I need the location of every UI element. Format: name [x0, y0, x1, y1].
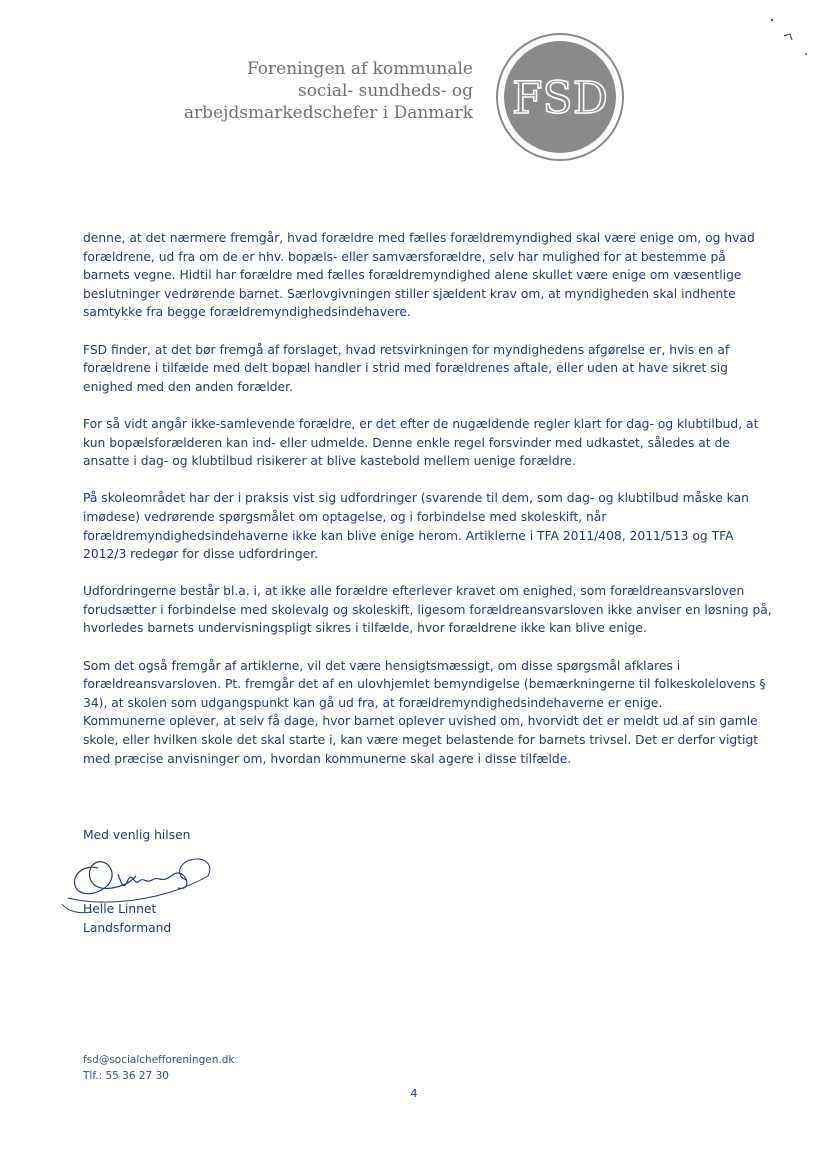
logo-text: FSD	[512, 73, 608, 124]
footer-email: fsd@socialchefforeningen.dk	[83, 1054, 235, 1066]
signer-name: Helle Linnet	[83, 902, 157, 916]
org-name-line-2: social- sundheds- og	[297, 81, 473, 101]
letter-body	[83, 229, 773, 787]
footer-phone: Tlf.: 55 36 27 30	[83, 1070, 169, 1082]
paragraph-6: Som det også fremgår af artiklerne, vil det være hensigtsmæssigt, om disse spørgsmål afklares i forældreansvarsloven. Pt. fremgår det af en ulovhjemlet bemyndigelse (bemærkningerne til folkeskolelovens § 34), at skolen som udgangspunkt kan gå ud fra, at forældremyndighedsindehaverne er enige.	[83, 658, 766, 710]
org-name-line-3: arbejdsmarkedschefer i Danmark	[183, 103, 473, 123]
paragraph-4: På skoleområdet har der i praksis vist sig udfordringer (svarende til dem, som dag- og klubtilbud måske kan imødese) vedrørende spørgsmålet om optagelse, og i forbindelse med skoleskift, når forældremyndighedsindehaverne ikke kan blive enige herom. Artiklerne i TFA 2011/408, 2011/513 og TFA 2012/3 redegør for disse udfordringer.	[83, 491, 749, 562]
signer-title: Landsformand	[83, 921, 172, 935]
fsd-logo	[495, 32, 625, 162]
org-name-line-1: Foreningen af kommunale	[246, 59, 473, 79]
paragraph-3: For så vidt angår ikke-samlevende forældre, er det efter de nugældende regler klart for dag- og klubtilbud, at kun bopælsforælderen kan ind- eller udmelde. Denne enkle regel forsvinder med udkastet, således at de ansatte i dag- og klubtilbud risikerer at blive kastebold mellem uenige forældre.	[83, 416, 759, 469]
page-number: 4	[410, 1087, 418, 1100]
closing-greeting: Med venlig hilsen	[83, 828, 191, 842]
paragraph-1: denne, at det nærmere fremgår, hvad forældre med fælles forældremyndighed skal være enige om, og hvad forældrene, ud fra om de er hhv. bopæls- eller samværsforældre, selv har mulighed for at bestemme på barnets vegne. Hidtil har forældre med fælles forældremyndighed alene skullet være enige om væsentlige beslutninger vedrørende barnet. Særlovgivningen stiller sjældent krav om, at myndigheden skal indhente samtykke fra begge forældremyndighedsindehavere.	[83, 231, 755, 320]
paragraph-2: FSD finder, at det bør fremgå af forslaget, hvad retsvirkningen for myndighedens afgørelse er, hvis en af forældrene i tilfælde med delt bopæl handler i strid med forældrenes aftale, eller uden at have sikret sig enighed med den anden forælder.	[83, 342, 730, 394]
signer-block	[83, 900, 171, 938]
letterhead	[184, 58, 473, 124]
footer-contact	[83, 1052, 234, 1084]
paragraph-5: Udfordringerne består bl.a. i, at ikke alle forældre efterlever kravet om enighed, som forældreansvarsloven forudsætter i forbindelse med skolevalg og skoleskift, ligesom forældreansvarsloven ikke anviser en løsning på, hvorledes barnets undervisningspligt sikres i tilfælde, hvor forældrene ikke kan blive enige.	[83, 584, 772, 636]
scan-artifact-mark	[762, 14, 812, 64]
paragraph-7: Kommunerne oplever, at selv få dage, hvor barnet oplever uvished om, hvorvidt det er meldt ud af sin gamle skole, eller hvilken skole det skal starte i, kan være meget belastende for barnets trivsel. Det er derfor vigtigt med præcise anvisninger om, hvordan kommunerne skal agere i disse tilfælde.	[83, 714, 759, 766]
